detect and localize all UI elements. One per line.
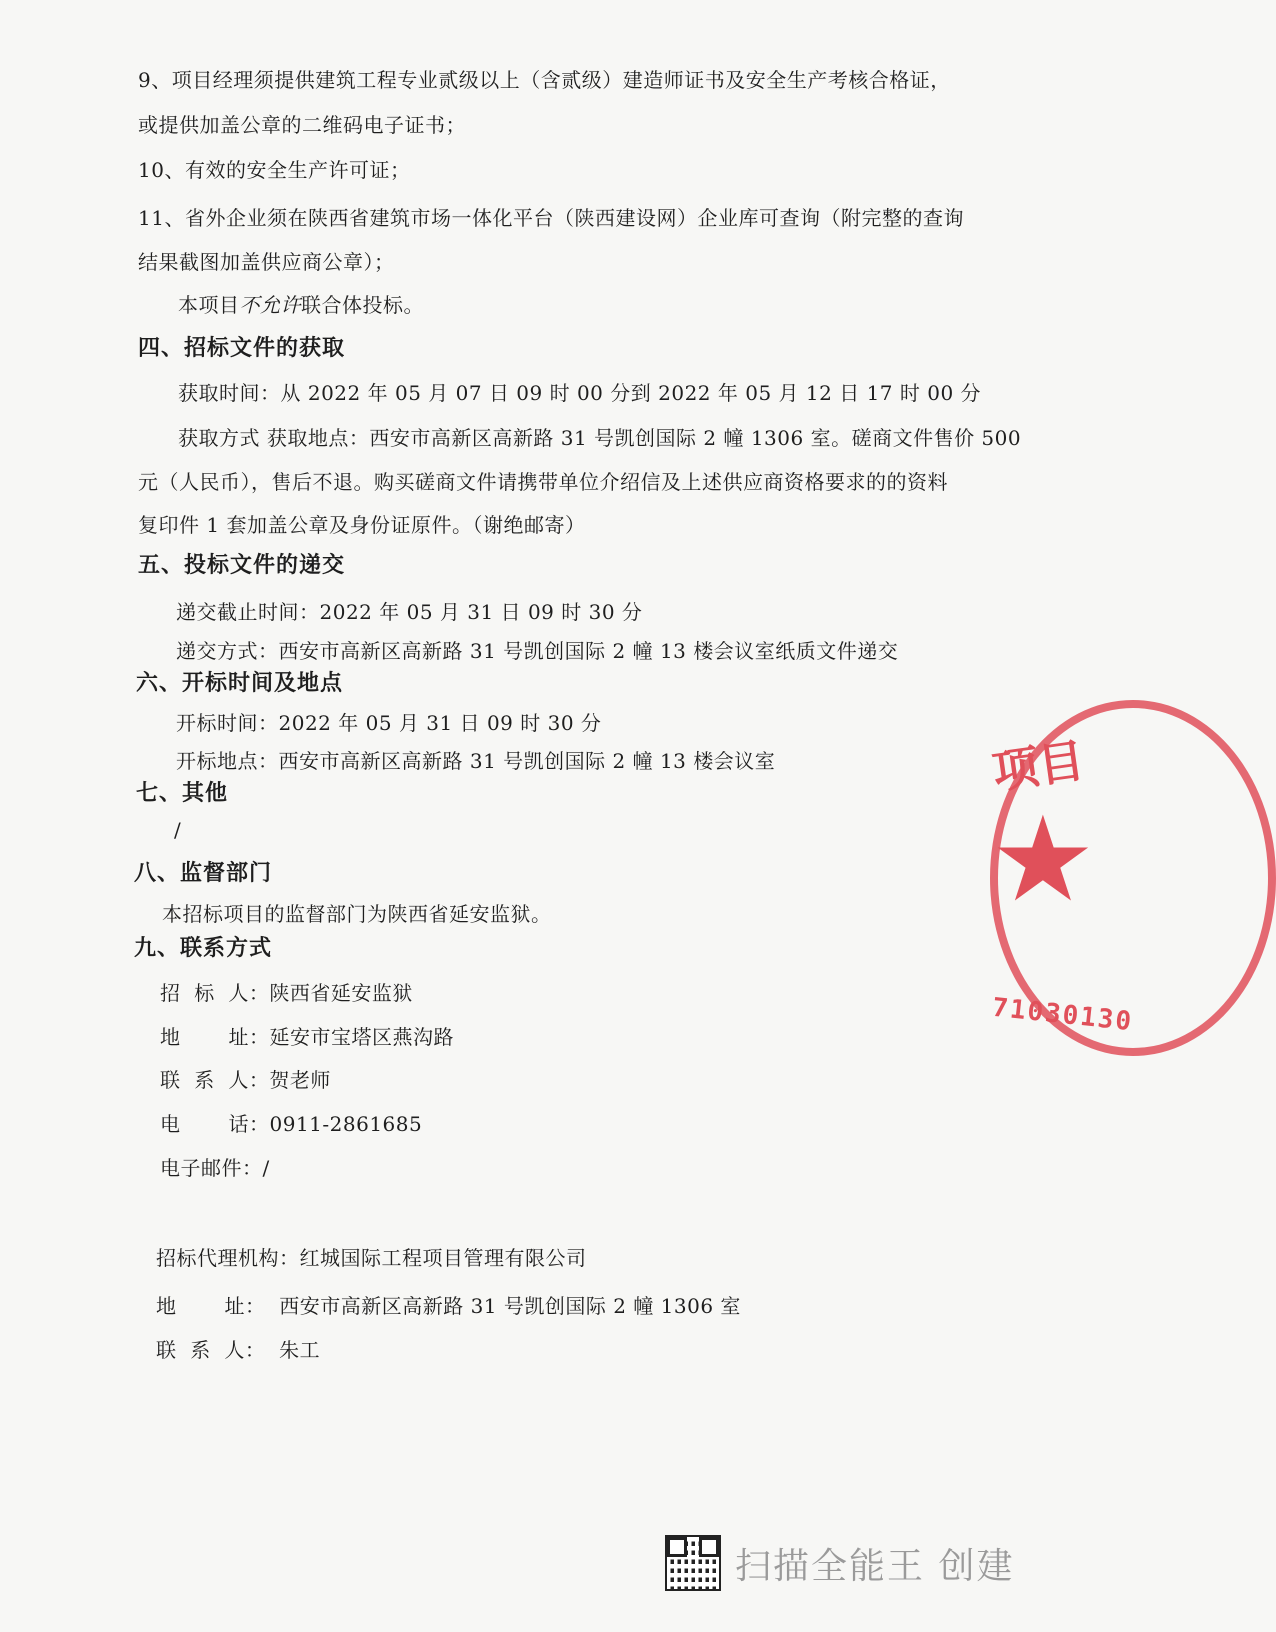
- tenderer-contact: 联 系 人：贺老师: [160, 1068, 331, 1092]
- section7-content: /: [174, 818, 182, 842]
- qr-code-icon: [665, 1535, 721, 1591]
- tenderer-email: 电子邮件：/: [160, 1156, 270, 1180]
- consortium-note: [178, 293, 424, 317]
- acquire-method-line1: 获取方式 获取地点：西安市高新区高新路 31 号凯创国际 2 幢 1306 室。磋商文件售价 500: [178, 426, 1022, 450]
- opening-place: 开标地点：西安市高新区高新路 31 号凯创国际 2 幢 13 楼会议室: [176, 749, 776, 773]
- consortium-prefix: 本项目: [178, 293, 240, 317]
- agency-address: 地 址： 西安市高新区高新路 31 号凯创国际 2 幢 1306 室: [156, 1294, 741, 1318]
- item11-line1: 11、省外企业须在陕西省建筑市场一体化平台（陕西建设网）企业库可查询（附完整的查询: [138, 206, 964, 230]
- seal-text: 项目: [989, 732, 1088, 800]
- item9-line1: 9、项目经理须提供建筑工程专业贰级以上（含贰级）建造师证书及安全生产考核合格证，: [138, 68, 951, 92]
- item11-line2: 结果截图加盖供应商公章）；: [138, 250, 395, 274]
- consortium-suffix: 联合体投标。: [301, 293, 424, 317]
- section4-heading: 四、招标文件的获取: [138, 335, 346, 361]
- section5-heading: 五、投标文件的递交: [138, 552, 346, 578]
- tenderer-phone: 电 话：0911-2861685: [160, 1112, 423, 1136]
- tenderer-address: 地 址：延安市宝塔区燕沟路: [160, 1025, 455, 1049]
- acquire-time: 获取时间：从 2022 年 05 月 07 日 09 时 00 分到 2022 年 05 月 12 日 17 时 00 分: [178, 381, 982, 405]
- section8-content: 本招标项目的监督部门为陕西省延安监狱。: [162, 902, 552, 926]
- seal-star-icon: ★: [990, 790, 1096, 928]
- scanner-watermark: [665, 1535, 1014, 1591]
- submit-deadline: 递交截止时间：2022 年 05 月 31 日 09 时 30 分: [176, 600, 643, 624]
- acquire-method-line2: 元（人民币），售后不退。购买磋商文件请携带单位介绍信及上述供应商资格要求的的资料: [138, 470, 948, 494]
- section7-heading: 七、其他: [136, 780, 229, 806]
- scanner-brand: 扫描全能王 创建: [735, 1545, 1015, 1587]
- opening-time: 开标时间：2022 年 05 月 31 日 09 时 30 分: [176, 711, 602, 735]
- seal-code: 71030130: [990, 992, 1135, 1038]
- agency-contact: 联 系 人： 朱工: [156, 1338, 321, 1362]
- consortium-italic: 不允许: [239, 293, 301, 317]
- tenderer: 招 标 人：陕西省延安监狱: [160, 981, 413, 1005]
- item9-line2: 或提供加盖公章的二维码电子证书；: [138, 113, 466, 137]
- section6-heading: 六、开标时间及地点: [136, 670, 344, 696]
- item10: 10、有效的安全生产许可证；: [138, 158, 411, 182]
- agency-name: 招标代理机构：红城国际工程项目管理有限公司: [156, 1246, 587, 1270]
- acquire-method-line3: 复印件 1 套加盖公章及身份证原件。（谢绝邮寄）: [138, 513, 586, 537]
- submit-method: 递交方式：西安市高新区高新路 31 号凯创国际 2 幢 13 楼会议室纸质文件递交: [176, 639, 899, 663]
- section8-heading: 八、监督部门: [134, 860, 273, 886]
- section9-heading: 九、联系方式: [134, 935, 273, 961]
